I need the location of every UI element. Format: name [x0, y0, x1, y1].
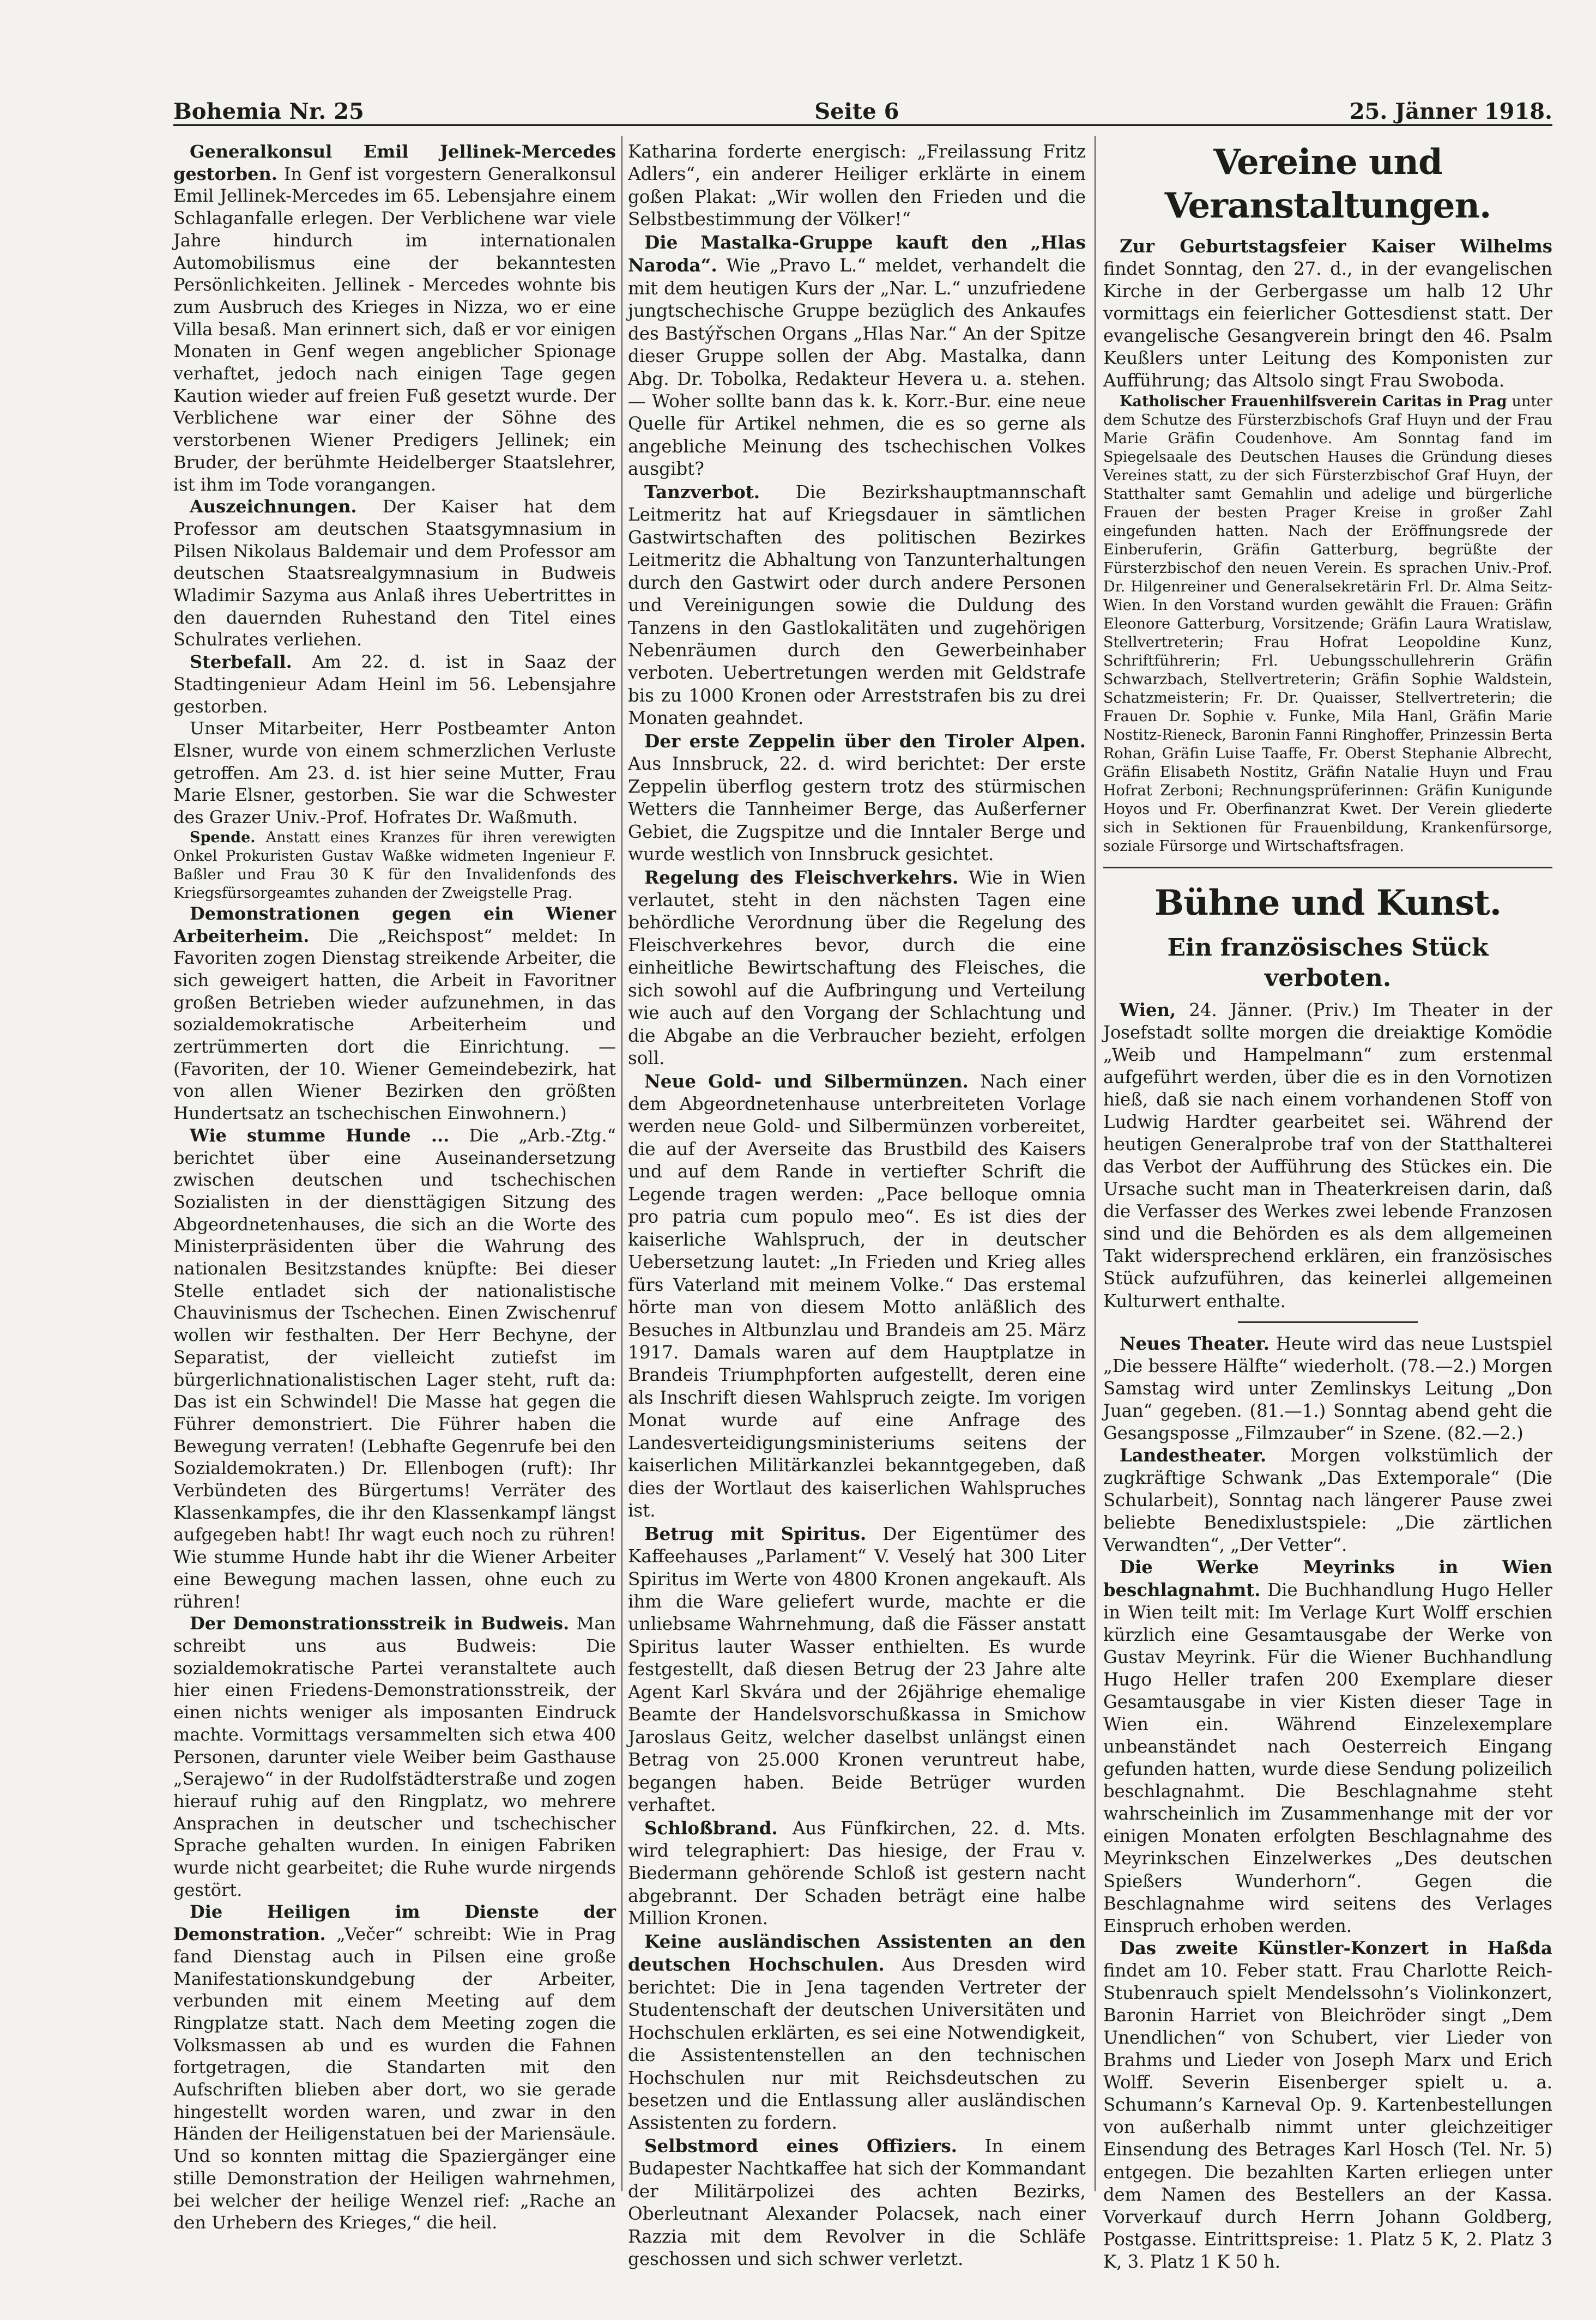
article-heading: Betrug mit Spiritus.	[644, 1522, 867, 1544]
paper-name: Bohemia Nr. 25	[173, 99, 364, 124]
article-heading: Regelung des Fleischverkehrs.	[644, 866, 959, 888]
article-paragraph	[628, 866, 1086, 1070]
article-body: Heute wird das neue Lustspiel „Die bessere Hälfte“ wiederholt. (78.—2.) Morgen Samstag wird unter Zemlinskys Leitung „Don Juan“ gegeben. (81.—1.) Sonntag abend geht die Gesangsposse „Filmzauber“ in Szene. (82.—2.)	[1103, 1333, 1553, 1443]
article-body: In Genf ist vorgestern Generalkonsul Emil Jellinek-Mercedes im 65. Lebensjahre einem Schlaganfalle erlegen. Der Verblichene war viele Jahre hindurch im internationalen Automobilismus eine der bekanntesten Persönlichkeiten. Jellinek - Mercedes wohnte bis zum Ausbruch des Krieges in Nizza, wo er eine Villa besaß. Man erinnert sich, daß er vor einigen Monaten in Genf wegen angeblicher Spionage verhaftet, jedoch nach einigen Tage gegen Kaution wieder auf freien Fuß gesetzt wurde. Der Verblichene war einer der Söhne des verstorbenen Wiener Predigers Jellinek; ein Bruder, der berühmte Heidelberger Staatslehrer, ist ihm im Tode vorangangen.	[173, 163, 616, 495]
article-heading: Spende.	[190, 829, 256, 846]
article-heading: Wien,	[1120, 999, 1176, 1020]
article-paragraph	[628, 1070, 1086, 1522]
article-body: 24. Jänner. (Priv.) Im Theater in der Josefstadt sollte morgen die dreiaktige Komödie „Weib und Hampelmann“ zum erstenmal aufgeführt werden, über die es in den Vornotizen hieß, daß sie nach einem vorhandenen Stoff von Ludwig Hardter gearbeitet sei. Während der heutigen Generalprobe traf von der Statthalterei das Verbot der Aufführung des Stückes ein. Die Ursache sucht man in Theaterkreisen darin, daß die Verfasser des Werkes zwei lebende Franzosen sind und die Behörden es als dem allgemeinen Takt widersprechend erklären, ein französisches Stück aufzuführen, das keinerlei allgemeinen Kulturwert enthalte.	[1103, 999, 1552, 1312]
page-number: Seite 6	[814, 99, 899, 124]
article-paragraph	[628, 141, 1086, 231]
article-body: Wie „Pravo L.“ meldet, verhandelt die mit dem heutigen Kurs der „Nar. L.“ unzufriedene jungtschechische Gruppe bezüglich des Ankaufes des Bastýřschen Organs „Hlas Nar.“ An der Spitze dieser Gruppe sollen der Abg. Mastalka, dann Abg. Dr. Tobolka, Redakteur Hevera u. a. stehen. — Woher sollte bann das k. k. Korr.-Bur. eine neue Quelle für Artikel nehmen, die es so gerne als angebliche Meinung des tschechischen Volkes ausgibt?	[628, 255, 1086, 480]
article-paragraph	[628, 2135, 1086, 2271]
article-paragraph	[173, 1612, 616, 1901]
article-body: Katharina forderte energisch: „Freilassung Fritz Adlers“, ein anderer Heiliger erklärte in einem goßen Plakat: „Wir wollen den Frieden und die Selbstbestimmung der Völker!“	[628, 141, 1086, 230]
buehne-articles	[1103, 1333, 1552, 2273]
article-paragraph	[1103, 235, 1552, 392]
article-heading: Keine ausländischen Assistenten an den deutschen Hochschulen.	[628, 1930, 1086, 1975]
article-paragraph	[628, 1522, 1086, 1817]
article-heading: Tanzverbot.	[644, 481, 760, 503]
article-body: Die „Arb.-Ztg.“ berichtet über eine Auseinandersetzung zwischen deutschen und tschechischen Sozialisten in der diensttägigen Sitzung des Abgeordnetenhauses, die sich an die Worte des Ministerpräsidenten über die Wahrung des nationalen Besitzstandes knüpfte: Bei dieser Stelle entladet sich der nationalistische Chauvinismus der Tschechen. Einen Zwischenruf wollen wir festhalten. Der Herr Bechyne, der Separatist, der vielleicht zutiefst im bürgerlichnationalistischen Lager steht, ruft da: Das ist ein Schwindel! Die Masse hat gegen die Führer demonstriert. Die Führer haben die Bewegung verraten! (Lebhafte Gegenrufe bei den Sozialdemokraten.) Dr. Ellenbogen (ruft): Ihr Verbündeten des Bürgertums! Verräter des Klassenkampfes, die ihr den Klassenkampf längst aufgegeben habt! Ihr wagt euch noch zu rühren! Wie stumme Hunde habt ihr die Wiener Arbeiter eine Bewegung machen lassen, ohne euch zu rühren!	[173, 1125, 616, 1612]
article-body: Morgen volkstümlich der zugkräftige Schwank „Das Extemporale“ (Die Schularbeit), Sonntag nach längerer Pause zwei beliebte Benedixlustspiele: „Die zärtlichen Verwandten“, „Der Vetter“.	[1103, 1445, 1552, 1556]
page-header	[173, 92, 1552, 126]
article-subheading: Ein französisches Stück verboten.	[1167, 933, 1489, 992]
section-heading-buehne: Bühne und Kunst.	[1154, 882, 1501, 923]
article-body: unter dem Schutze des Fürsterzbischofs Graf Huyn und der Frau Marie Gräfin Coudenhove. Am Sonntag fand im Spiegelsaale des Deutschen Hauses die Gründung dieses Vereines statt, zu der sich Fürsterzbischof Graf Huyn, der Statthalter samt Gemahlin und adelige und bürgerliche Frauen der besten Prager Kreise in großer Zahl eingefunden hatten. Nach der Eröffnungsrede der Einberuferin, Gräfin Gatterburg, begrüßte der Fürsterzbischof den neuen Verein. Es sprachen Univ.-Prof. Dr. Hilgenreiner und Generalsekretärin Frl. Dr. Alma Seitz-Wien. In den Vorstand wurden gewählt die Frauen: Gräfin Eleonore Gatterburg, Vorsitzende; Gräfin Laura Wratislaw, Stellvertreterin; Frau Hofrat Leopoldine Kunz, Schriftführerin; Frl. Uebungsschullehrerin Gräfin Schwarzbach, Stellvertreterin; Gräfin Sophie Waldstein, Schatzmeisterin; Fr. Dr. Quaisser, Stellvertreterin; die Frauen Dr. Sophie v. Funke, Mila Hanl, Gräfin Marie Nostitz-Rieneck, Baronin Fanni Ringhoffer, Prinzessin Berta Rohan, Gräfin Luise Taaffe, Fr. Oberst Stephanie Albrecht, Gräfin Elisabeth Nostitz, Gräfin Natalie Huyn und Frau Hofrat Zerboni; Rechnungsprüferinnen: Gräfin Kunigunde Hoyos und Fr. Oberfinanzrat Kwet. Der Verein gliederte sich in Sektionen für Frauenbildung, Krankenfürsorge, soziale Fürsorge und Wirtschaftsfragen.	[1103, 392, 1552, 855]
article-paragraph	[1103, 392, 1552, 856]
article-body: Die Bezirkshauptmannschaft Leitmeritz hat auf Kriegsdauer in sämtlichen Gastwirtschaften des politischen Bezirkes Leitmeritz die Abhaltung von Tanzunterhaltungen durch den Gastwirt oder durch andere Personen und Vereinigungen sowie die Duldung des Tanzens in den Gastlokalitäten und zugehörigen Nebenräumen durch den Gewerbeinhaber verboten. Uebertretungen werden mit Geldstrafe bis zu 1000 Kronen oder Arreststrafen bis zu drei Monaten geahndet.	[628, 481, 1086, 729]
article-body: Nach einer dem Abgeordnetenhause unterbreiteten Vorlage werden neue Gold- und Silbermünzen vorbereitet, die auf der Averseite das Brustbild des Kaisers und auf dem Rande in vertiefter Schrift die Legende tragen werden: „Pace belloque omnia pro patria cum populo meo“. Es ist dies der kaiserliche Wahlspruch, der in deutscher Uebersetzung lautet: „In Frieden und Krieg alles fürs Vaterland mit meinem Volke.“ Das erstemal hörte man von diesem Motto anläßlich des Besuches in Altbunzlau und Brandeis am 25. März 1917. Damals waren auf dem Hauptplatze in Brandeis Triumphpforten aufgestellt, deren eine als Inschrift diesen Wahlspruch zeigte. Im vorigen Monat wurde auf eine Anfrage des Landesverteidigungsministeriums seitens der kaiserlichen Militärkanzlei bekanntgegeben, daß dies der Wortlaut des kaiserlichen Wahlspruches ist.	[628, 1071, 1086, 1521]
article-paragraph	[628, 231, 1086, 481]
issue-date: 25. Jänner 1918.	[1349, 99, 1552, 124]
article-body: Anstatt eines Kranzes für ihren verewigten Onkel Prokuristen Gustav Waßke widmeten Ingenieur F. Baßler und Frau 30 K für den Invalidenfonds des Kriegsfürsorgeamtes zuhanden der Zweigstelle Prag.	[173, 829, 616, 902]
article-body: findet Sonntag, den 27. d., in der evangelischen Kirche in der Gerbergasse um halb 12 Uhr vormittags ein feierlicher Gottesdienst statt. Der evangelische Gesangverein bringt den 46. Psalm Keußlers unter Leitung des Komponisten zur Aufführung; das Altsolo singt Frau Swoboda.	[1103, 258, 1552, 391]
article-heading: Das zweite Künstler-Konzert in Haßda	[1120, 1937, 1552, 1959]
article-body: Wie in Wien verlautet, steht in den nächsten Tagen eine behördliche Verordnung über die Regelung des Fleischverkehres bevor, durch die eine einheitliche Bewirtschaftung des Fleisches, die sich sowohl auf die Aufbringung und Verteilung wie auch auf den Vorgang der Schlachtung und die Abgabe an die Verbraucher bezieht, erfolgen soll.	[628, 867, 1086, 1069]
article-heading: Neues Theater.	[1120, 1333, 1269, 1354]
article-paragraph	[173, 1901, 616, 2234]
article-paragraph	[628, 730, 1086, 866]
article-heading: Die Werke Meyrinks in Wien beschlagnahmt.	[1103, 1557, 1552, 1600]
column-rule	[621, 136, 622, 2191]
article-body: findet am 10. Feber statt. Frau Charlotte Reich-Stubenrauch spielt Mendelssohn’s Violinkonzert, Baronin Harriet von Bleichröder singt „Dem Unendlichen“ von Schubert, vier Lieder von Brahms und Lieder von Joseph Marx und Erich Wolff. Severin Eisenberger spielt u. a. Schumann’s Karneval Op. 9. Kartenbestellungen von außerhalb nimmt unter gleichzeitiger Einsendung des Betrages Karl Hosch (Tel. Nr. 5) entgegen. Die bezahlten Karten erliegen unter dem Namen des Bestellers an der Kassa. Vorverkauf durch Herrn Johann Goldberg, Postgasse. Eintrittspreise: 1. Platz 5 K, 2. Platz 3 K, 3. Platz 1 K 50 h.	[1103, 1960, 1552, 2272]
vereine-articles	[1103, 235, 1552, 856]
article-paragraph	[628, 1930, 1086, 2135]
article-body: Unser Mitarbeiter, Herr Postbeamter Anton Elsner, wurde von einem schmerzlichen Verluste getroffen. Am 23. d. ist hier seine Mutter, Frau Marie Elsner, gestorben. Sie war die Schwester des Grazer Univ.-Prof. Hofrates Dr. Waßmuth.	[173, 718, 616, 828]
article-heading: Demonstrationen gegen ein Wiener Arbeiterheim.	[173, 903, 616, 946]
article-body: „Večer“ schreibt: Wie in Prag fand Dienstag auch in Pilsen eine große Manifestationskundgebung der Arbeiter, verbunden mit einem Meeting auf dem Ringplatze statt. Nach dem Meeting zogen die Volksmassen ab und es wurden die Fahnen fortgetragen, die Standarten mit den Aufschriften blieben aber dort, wo sie gerade hingestellt worden waren, und zwar in den Händen der Heiligenstatuen bei der Mariensäule. Und so konnten mittag die Spaziergänger eine stille Demonstration der Heiligen wahrnehmen, bei welcher der heilige Wenzel rief: „Rache an den Urhebern des Krieges,“ die heil.	[173, 1924, 616, 2233]
article-body: Man schreibt uns aus Budweis: Die sozialdemokratische Partei veranstaltete auch hier einen Friedens-Demonstrationsstreik, der einen nichts weniger als imposanten Eindruck machte. Vormittags versammelten sich etwa 400 Personen, darunter viele Weiber beim Gasthause „Serajewo“ in der Rudolfstädterstraße und zogen hierauf ruhig auf den Ringplatz, wo mehrere Ansprachen in deutscher und tschechischer Sprache gehalten wurden. In einigen Fabriken wurde nicht gearbeitet; die Ruhe wurde nirgends gestört.	[173, 1613, 616, 1900]
article-body: Die Buchhandlung Hugo Heller in Wien teilt mit: Im Verlage Kurt Wolff erschien kürzlich eine Gesamtausgabe der Werke von Gustav Meyrink. Für die Wiener Buchhandlung Hugo Heller trafen 200 Exemplare dieser Gesamtausgabe in vier Kisten dieser Tage in Wien ein. Während Einzelexemplare unbeanständet nach Oesterreich Eingang gefunden hatten, wurde diese Sendung polizeilich beschlagnahmt. Die Beschlagnahme steht wahrscheinlich im Zusammenhange mit der vor einigen Monaten erfolgten Beschlagnahme des Meyrinkschen Einzelwerkes „Des deutschen Spießers Wunderhorn“. Gegen die Beschlagnahme wird seitens des Verlages Einspruch erhoben werden.	[1103, 1579, 1552, 1936]
article-heading: Auszeichnungen.	[190, 496, 357, 517]
article-heading: Der Demonstrationsstreik in Budweis.	[190, 1613, 570, 1634]
article-heading: Die Mastalka-Gruppe kauft den „Hlas Naroda“.	[628, 231, 1086, 276]
article-body: Der Kaiser hat dem Professor am deutschen Staatsgymnasium in Pilsen Nikolaus Baldemair und dem Professor am deutschen Staatsrealgymnasium in Budweis Wladimir Sazyma aus Anlaß ihres Uebertrittes in den dauernden Ruhestand den Titel eines Schulrates verliehen.	[173, 496, 616, 650]
section-heading-vereine: Vereine und Veranstaltungen.	[1164, 142, 1491, 226]
article-heading: Neue Gold- und Silbermünzen.	[644, 1070, 969, 1092]
article-heading: Schloßbrand.	[644, 1817, 778, 1839]
column-right	[1103, 141, 1552, 2273]
column-middle	[628, 141, 1086, 2271]
article-heading: Zur Geburtstagsfeier Kaiser Wilhelms	[1120, 236, 1552, 257]
article-body: Am 22. d. ist in Saaz der Stadtingenieur Adam Heinl im 56. Lebensjahre gestorben.	[173, 651, 616, 717]
article-paragraph	[628, 481, 1086, 730]
article-paragraph	[173, 717, 616, 829]
article-heading: Wie stumme Hunde ...	[190, 1125, 450, 1146]
article-body: Die „Reichspost“ meldet: In Favoriten zogen Dienstag streikende Arbeiter, die sich geweigert hatten, die Arbeit in Favoritner großen Betrieben wieder aufzunehmen, in das sozialdemokratische Arbeiterheim und zertrümmerten dort die Einrichtung. — (Favoriten, der 10. Wiener Gemeindebezirk, hat von allen Wiener Bezirken den größten Hundertsatz an tschechischen Einwohnern.)	[173, 925, 616, 1124]
article-paragraph	[173, 1125, 616, 1612]
article-body: Aus Dresden wird berichtet: Die in Jena tagenden Vertreter der Studentenschaft der deutschen Universitäten und Hochschulen erklärten, es sei eine Notwendigkeit, die Assistentenstellen an den technischen Hochschulen nur mit Reichsdeutschen zu besetzen und die Entlassung aller ausländischen Assistenten zu fordern.	[628, 1954, 1086, 2134]
article-heading: Katholischer Frauenhilfsverein Caritas in Prag	[1120, 392, 1507, 410]
article-paragraph	[1103, 999, 1552, 1313]
short-divider	[1238, 1321, 1418, 1323]
article-paragraph	[173, 141, 616, 496]
article-heading: Die Heiligen im Dienste der Demonstration.	[173, 1901, 616, 1945]
article-paragraph	[1103, 1445, 1552, 1556]
column-left	[173, 141, 616, 2234]
article-body: Der Eigentümer des Kaffeehauses „Parlament“ V. Veselý hat 300 Liter Spiritus im Werte von 4800 Kronen angekauft. Als ihm die Ware geliefert wurde, machte er die unliebsame Wahrnehmung, daß die Fässer anstatt Spiritus lauter Wasser enthielten. Es wurde festgestellt, daß diesen Betrug der 23 Jahre alte Agent Karl Skvára und der 26jährige ehemalige Beamte der Handelsvorschußkassa in Smichow Jaroslaus Geitz, welcher daselbst unlängst einen Betrag von 25.000 Kronen veruntreut habe, begangen haben. Beide Betrüger wurden verhaftet.	[628, 1523, 1086, 1816]
article-heading: Der erste Zeppelin über den Tiroler Alpen.	[644, 730, 1086, 752]
article-heading: Selbstmord eines Offiziers.	[644, 2135, 957, 2156]
article-body: Aus Fünfkirchen, 22. d. Mts. wird telegraphiert: Das hiesige, der Frau v. Biedermann gehörende Schloß ist gestern nacht abgebrannt. Der Schaden beträgt eine halbe Million Kronen.	[628, 1817, 1086, 1929]
article-paragraph	[173, 496, 616, 651]
article-paragraph	[173, 651, 616, 717]
article-body: Aus Innsbruck, 22. d. wird berichtet: Der erste Zeppelin überflog gestern trotz des stürmischen Wetters die Tannheimer Berge, das Außerferner Gebiet, die Zugspitze und die Inntaler Berge und wurde westlich von Innsbruck gesichtet.	[628, 753, 1086, 865]
article-heading: Sterbefall.	[190, 651, 292, 673]
buehne-lead-article	[1103, 999, 1552, 1313]
article-paragraph	[1103, 1333, 1552, 1445]
article-paragraph	[173, 903, 616, 1125]
article-paragraph	[173, 829, 616, 903]
article-paragraph	[1103, 1556, 1552, 1937]
article-body: In einem Budapester Nachtkaffee hat sich der Kommandant der Militärpolizei des achten Bezirks, Oberleutnant Alexander Polacsek, nach einer Razzia mit dem Revolver in die Schläfe geschossen und sich schwer verletzt.	[628, 2135, 1086, 2270]
section-divider	[1103, 867, 1552, 868]
article-heading: Landestheater.	[1120, 1445, 1267, 1466]
article-heading: Generalkonsul Emil Jellinek-Mercedes gestorben.	[173, 141, 616, 184]
article-paragraph	[628, 1817, 1086, 1930]
column-rule	[1095, 136, 1096, 2191]
article-paragraph	[1103, 1937, 1552, 2273]
